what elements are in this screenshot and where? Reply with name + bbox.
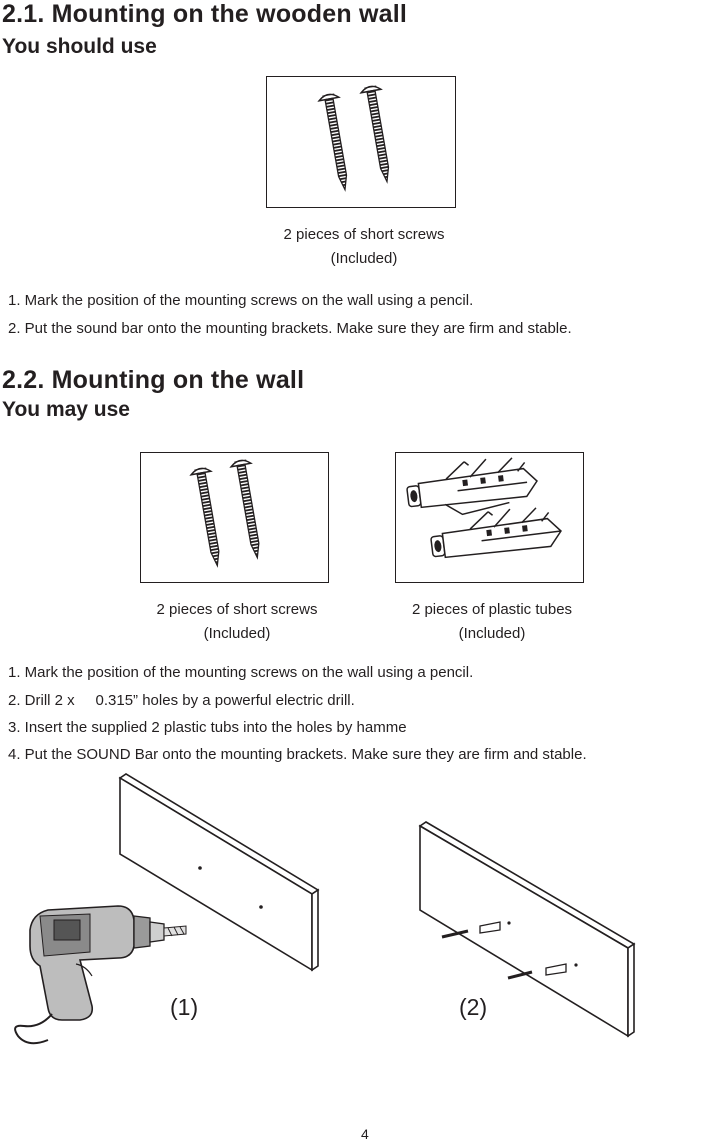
short-screws-icon [141,453,328,582]
section2-step-2: 2. Drill 2 x 0.315” holes by a powerful electric drill. [8,692,355,709]
short-screws-caption-2 [120,598,354,646]
section2-step-3: 3. Insert the supplied 2 plastic tubs into the holes by hamme [8,719,407,736]
figure-label-2: (2) [459,994,488,1020]
page-number: 4 [361,1126,369,1142]
caption-text: 2 pieces of short screws [156,601,318,618]
plastic-tube-icon [396,453,583,582]
section2-step-1: 1. Mark the position of the mounting screws on the wall using a pencil. [8,664,474,681]
pencil-mark [198,866,202,870]
mounting-illustration [0,770,712,1070]
electric-drill-icon [15,906,186,1043]
caption-note: (Included) [203,625,271,642]
caption-text: 2 pieces of plastic tubes [411,601,573,618]
short-screws-image-box [266,76,456,208]
caption-text: 2 pieces of short screws [283,226,445,243]
section1-step-2: 2. Put the sound bar onto the mounting brackets. Make sure they are firm and stable. [8,320,572,337]
section2-subheading: You may use [2,398,130,421]
plastic-tubes-caption [375,598,609,646]
section1-subheading: You should use [2,35,157,58]
short-screws-caption [246,223,482,271]
section1-heading: 2.1. Mounting on the wooden wall [2,0,407,28]
caption-note: (Included) [458,625,526,642]
pencil-mark [259,905,263,909]
figure-label-1: (1) [170,994,199,1020]
section2-step-4: 4. Put the SOUND Bar onto the mounting brackets. Make sure they are firm and stable. [8,746,587,763]
short-screws-image-box-2 [140,452,329,583]
wall-plank-2 [420,822,634,1036]
plastic-tubes-image-box [395,452,584,583]
section2-heading: 2.2. Mounting on the wall [2,366,305,394]
section1-step-1: 1. Mark the position of the mounting screws on the wall using a pencil. [8,292,474,309]
short-screws-icon [267,77,455,207]
caption-note: (Included) [330,250,398,267]
